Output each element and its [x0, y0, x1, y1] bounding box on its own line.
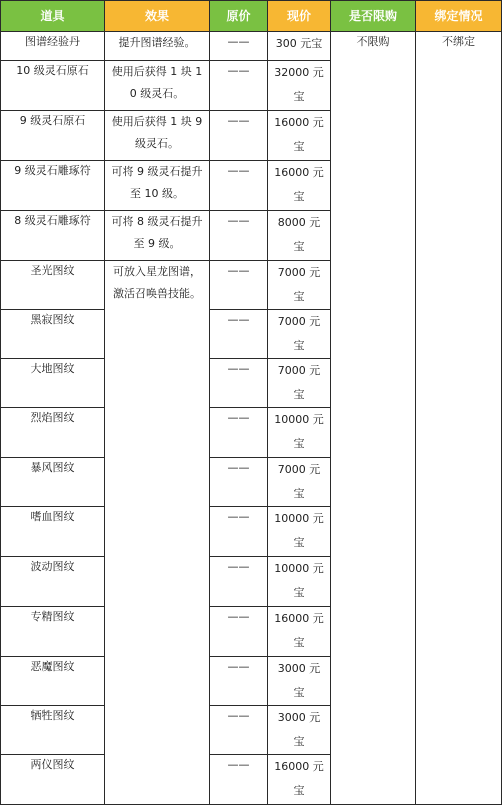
table-header-row — [1, 1, 502, 32]
original-price: —— — [210, 557, 268, 607]
item-effect: 提升图谱经验。 — [105, 32, 210, 61]
item-effect: 使用后获得 1 块 10 级灵石。 — [105, 61, 210, 111]
item-effect: 使用后获得 1 块 9 级灵石。 — [105, 111, 210, 161]
item-name: 9 级灵石原石 — [1, 111, 105, 161]
header-effect: 效果 — [105, 1, 210, 32]
current-price: 10000 元宝 — [268, 408, 331, 458]
current-price: 32000 元宝 — [268, 61, 331, 111]
item-name: 8 级灵石雕琢符 — [1, 211, 105, 261]
original-price: —— — [210, 310, 268, 359]
header-purchase-limit: 是否限购 — [331, 1, 416, 32]
item-name: 波动图纹 — [1, 557, 105, 607]
current-price: 16000 元宝 — [268, 111, 331, 161]
current-price: 7000 元宝 — [268, 310, 331, 359]
original-price: —— — [210, 755, 268, 805]
header-item: 道具 — [1, 1, 105, 32]
binding-cell: 不绑定 — [416, 32, 502, 805]
item-name: 牺牲图纹 — [1, 706, 105, 755]
original-price: —— — [210, 408, 268, 458]
original-price: —— — [210, 706, 268, 755]
current-price: 10000 元宝 — [268, 507, 331, 557]
table-row — [1, 32, 502, 61]
original-price: —— — [210, 32, 268, 61]
item-name: 大地图纹 — [1, 359, 105, 408]
current-price: 7000 元宝 — [268, 359, 331, 408]
header-binding: 绑定情况 — [416, 1, 502, 32]
original-price: —— — [210, 607, 268, 657]
item-name: 9 级灵石雕琢符 — [1, 161, 105, 211]
item-name: 黑寂图纹 — [1, 310, 105, 359]
original-price: —— — [210, 657, 268, 706]
original-price: —— — [210, 458, 268, 507]
item-effect: 可将 8 级灵石提升至 9 级。 — [105, 211, 210, 261]
purchase-limit-cell: 不限购 — [331, 32, 416, 805]
item-name: 恶魔图纹 — [1, 657, 105, 706]
original-price: —— — [210, 507, 268, 557]
original-price: —— — [210, 161, 268, 211]
current-price: 16000 元宝 — [268, 755, 331, 805]
current-price: 3000 元宝 — [268, 706, 331, 755]
item-name: 专精图纹 — [1, 607, 105, 657]
current-price: 16000 元宝 — [268, 161, 331, 211]
original-price: —— — [210, 261, 268, 310]
item-effect: 可将 9 级灵石提升至 10 级。 — [105, 161, 210, 211]
header-current-price: 现价 — [268, 1, 331, 32]
current-price: 10000 元宝 — [268, 557, 331, 607]
current-price: 7000 元宝 — [268, 458, 331, 507]
item-name: 暴风图纹 — [1, 458, 105, 507]
original-price: —— — [210, 111, 268, 161]
current-price: 8000 元宝 — [268, 211, 331, 261]
item-name: 两仪图纹 — [1, 755, 105, 805]
current-price: 300 元宝 — [268, 32, 331, 61]
pattern-effect-cell: 可放入星龙图谱，激活召唤兽技能。 — [105, 261, 210, 805]
current-price: 7000 元宝 — [268, 261, 331, 310]
current-price: 3000 元宝 — [268, 657, 331, 706]
header-original-price: 原价 — [210, 1, 268, 32]
current-price: 16000 元宝 — [268, 607, 331, 657]
original-price: —— — [210, 61, 268, 111]
item-name: 图谱经验丹 — [1, 32, 105, 61]
item-name: 10 级灵石原石 — [1, 61, 105, 111]
item-name: 烈焰图纹 — [1, 408, 105, 458]
original-price: —— — [210, 211, 268, 261]
item-name: 圣光图纹 — [1, 261, 105, 310]
item-name: 嗜血图纹 — [1, 507, 105, 557]
original-price: —— — [210, 359, 268, 408]
